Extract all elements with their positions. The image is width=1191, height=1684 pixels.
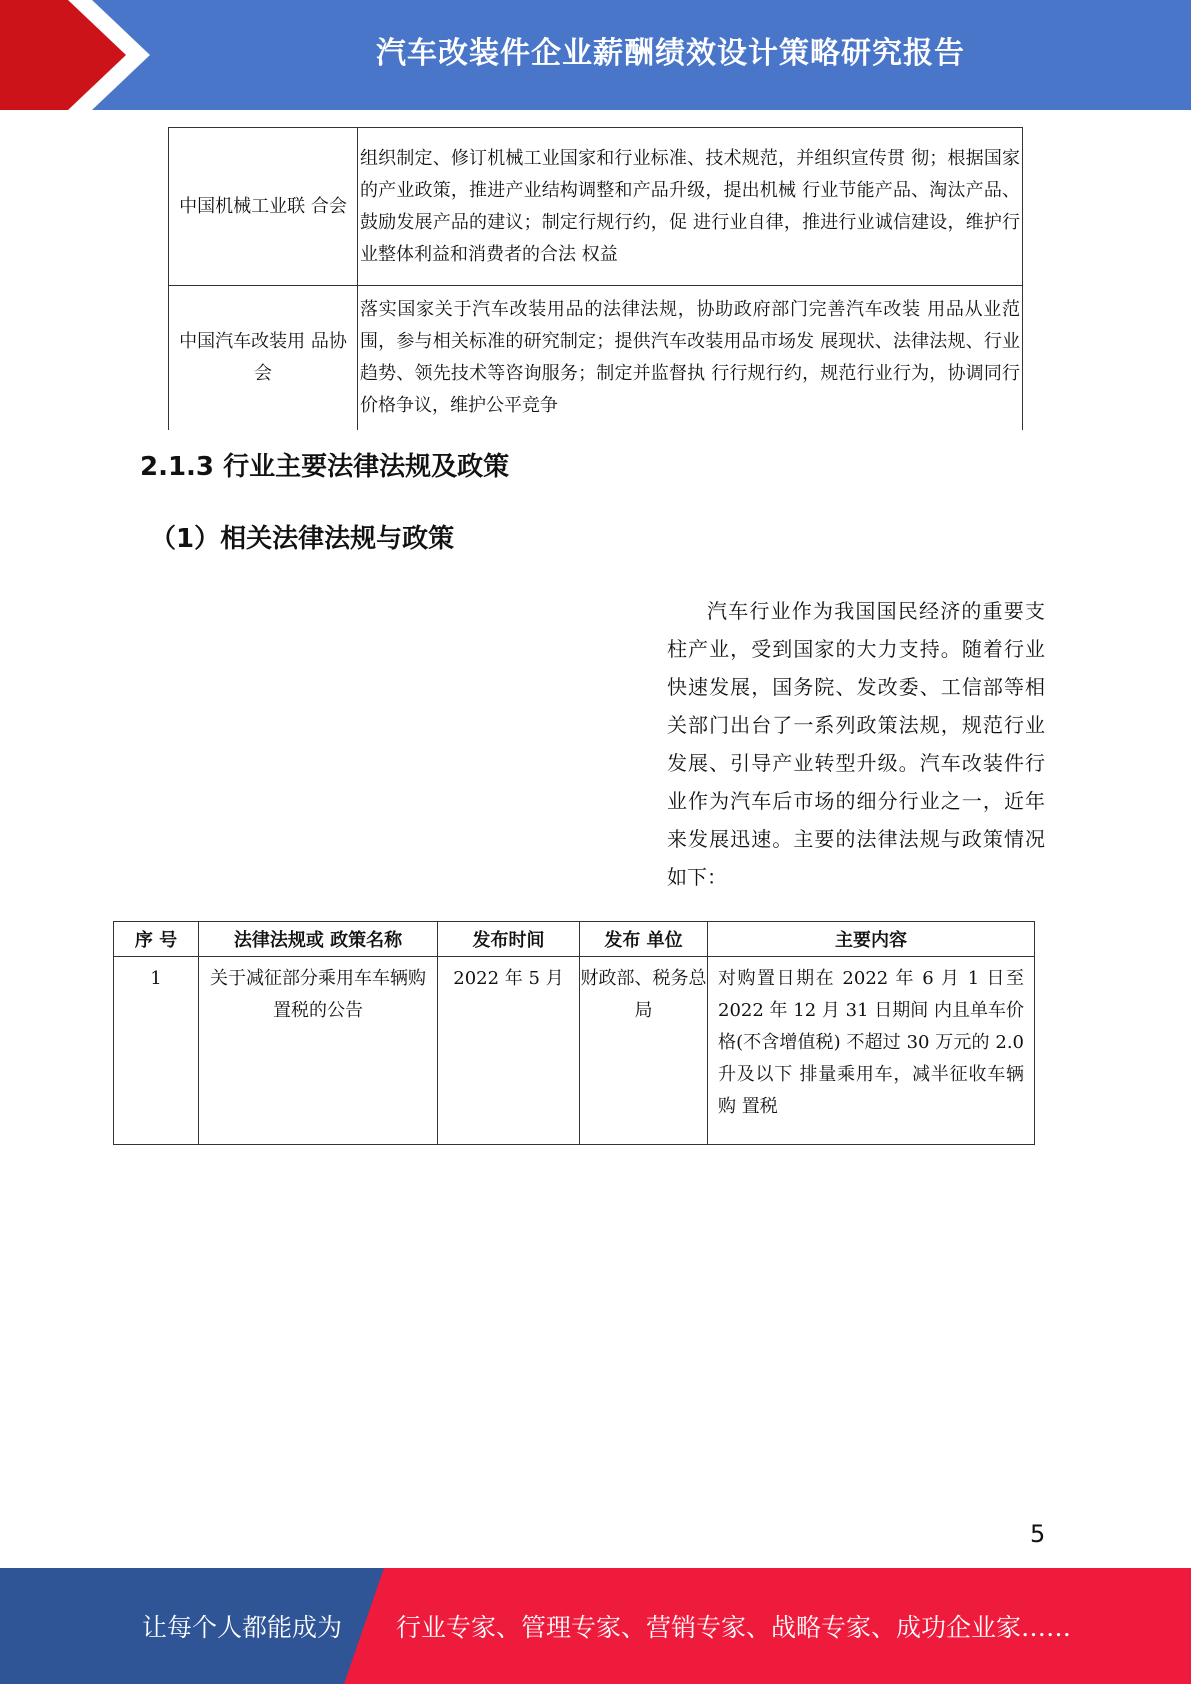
section-heading: 2.1.3 行业主要法律法规及政策	[140, 452, 510, 482]
association-table	[168, 127, 1023, 430]
laws-policy-table	[113, 921, 1035, 1145]
column-header-number: 序 号	[114, 922, 199, 957]
page-header	[0, 0, 1191, 110]
association-description: 组织制定、修订机械工业国家和行业标准、技术规范，并组织宣传贯 彻；根据国家的产业政策，推进产业结构调整和产品升级，提出机械 行业节能产品、淘汰产品、鼓励发展产品的建议；制定行规行约，促 进行业自律，推进行业诚信建设，维护行业整体利益和消费者的合法 权益	[358, 128, 1023, 286]
table-row	[169, 128, 1023, 286]
intro-paragraph: 汽车行业作为我国国民经济的重要支柱产业，受到国家的大力支持。随着行业快速发展，国务院、发改委、工信部等相关部门出台了一系列政策法规，规范行业发展、引导产业转型升级。汽车改装件行业作为汽车后市场的细分行业之一，近年来发展迅速。主要的法律法规与政策情况如下：	[667, 599, 1045, 889]
column-header-issuer: 发布 单位	[580, 922, 708, 957]
report-title: 汽车改装件企业薪酬绩效设计策略研究报告	[376, 36, 965, 71]
column-header-name: 法律法规或 政策名称	[199, 922, 438, 957]
footer-slogan-right: 行业专家、管理专家、营销专家、战略专家、成功企业家……	[396, 1613, 1072, 1642]
table-row	[114, 957, 1035, 1145]
association-name: 中国汽车改装用 品协会	[169, 286, 358, 431]
page-number: 5	[1030, 1520, 1046, 1548]
table-row	[169, 286, 1023, 431]
cell-content: 对购置日期在 2022 年 6 月 1 日至 2022 年 12 月 31 日期间 内且单车价格(不含增值税) 不超过 30 万元的 2.0 升及以下 排量乘用车，减半征收车辆购 置税	[708, 957, 1035, 1145]
cell-date: 2022 年 5 月	[438, 957, 580, 1145]
column-header-date: 发布时间	[438, 922, 580, 957]
association-name: 中国机械工业联 合会	[169, 128, 358, 286]
cell-policy-name: 关于减征部分乘用车车辆购置税的公告	[199, 957, 438, 1145]
table-header-row	[114, 922, 1035, 957]
subsection-heading: （1）相关法律法规与政策	[150, 524, 455, 554]
page-footer	[0, 1568, 1191, 1684]
column-header-content: 主要内容	[708, 922, 1035, 957]
cell-number: 1	[114, 957, 199, 1145]
association-description: 落实国家关于汽车改装用品的法律法规，协助政府部门完善汽车改装 用品从业范围，参与相关标准的研究制定；提供汽车改装用品市场发 展现状、法律法规、行业趋势、领先技术等咨询服务；制定并监督执 行行规行约，规范行业行为，协调同行价格争议，维护公平竞争	[358, 286, 1023, 431]
footer-slogan-left: 让每个人都能成为	[142, 1613, 343, 1642]
cell-issuer: 财政部、税务总局	[580, 957, 708, 1145]
